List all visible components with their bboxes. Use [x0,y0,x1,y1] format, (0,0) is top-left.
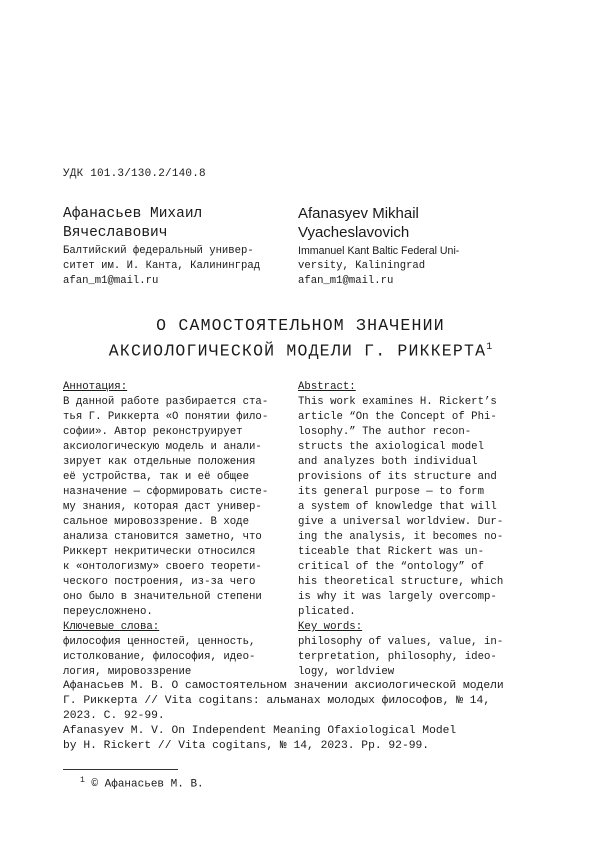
abstract-ru-text [63,395,288,620]
abstract-ru-line: му знания, которая даст универ- [63,501,262,513]
abstract-ru-line: тья Г. Риккерта «О понятии фило- [63,411,269,423]
author-name-en-line1: Afanasyev Mikhail [298,205,419,222]
footnote-divider [63,769,178,770]
affiliation-ru [63,244,288,289]
abstract-en-heading: Abstract: [298,381,356,393]
title-line1: О САМОСТОЯТЕЛЬНОМ ЗНАЧЕНИИ [156,316,445,335]
title-line2: АКСИОЛОГИЧЕСКОЙ МОДЕЛИ Г. РИККЕРТА [108,341,487,361]
abstract-en-line: is why it was largely overcomp- [298,591,497,603]
footnote-mark: 1 [80,776,85,785]
udk-code: УДК 101.3/130.2/140.8 [63,168,206,180]
abstract-ru-line: анализа становится заметно, что [63,531,262,543]
abstract-ru-line: софии». Автор реконструирует [63,426,243,438]
author-name-ru [63,205,288,243]
abstract-ru-line: к «онтологизму» своего теорети- [63,561,262,573]
abstract-en-line: ticeable that Rickert was un- [298,546,484,558]
abstract-ru-line: В данной работе разбирается ста- [63,396,269,408]
abstract-en-line: This work examines H. Rickert’s [298,396,497,408]
citation-ru-line3: 2023. С. 92-99. [63,710,165,722]
keywords-en-heading: Key words: [298,621,363,633]
abstract-ru-line: зирует как отдельные положения [63,456,256,468]
author-name-ru-line1: Афанасьев Михаил [63,206,203,222]
keywords-ru-heading: Ключевые слова: [63,621,160,633]
email-ru: afan_m1@mail.ru [63,275,159,287]
affiliation-ru-line1: Балтийский федеральный универ- [63,245,254,257]
abstract-en-line: plicated. [298,606,356,618]
abstract-ru-line: назначение — сформировать систе- [63,486,269,498]
abstract-en-line: critical of the “ontology” of [298,561,484,573]
abstract-ru-line: Риккерт некритически относился [63,546,256,558]
citation-en-line1: Afanasyev M. V. On Independent Meaning Ofaxiological Model [63,725,457,737]
abstract-en-line: a system of knowledge that will [298,501,497,513]
keywords-ru-line: логия, мировоззрение [63,666,192,678]
affiliation-ru-line2: ситет им. И. Канта, Калининград [63,260,261,272]
abstract-ru-line: сальное мировоззрение. В ходе [63,516,249,528]
abstract-en-line: its general purpose — to form [298,486,484,498]
keywords-ru-text [63,635,288,680]
citation-en-line2: by H. Rickert // Vita cogitans, № 14, 2023. Pp. 92-99. [63,740,430,752]
abstract-ru-column [63,380,288,680]
abstract-ru-heading: Аннотация: [63,381,128,393]
keywords-en-text [298,635,538,680]
abstract-en-text [298,395,538,620]
author-name-en [298,204,538,242]
keywords-en-line: philosophy of values, value, in- [298,636,504,648]
abstract-ru-line: переусложнено. [63,606,153,618]
affiliation-en-line1: Immanuel Kant Baltic Federal Uni- [298,245,460,257]
abstract-en-column [298,380,538,680]
abstract-ru-line: ческого построения, из-за чего [63,576,256,588]
keywords-ru-line: философия ценностей, ценность, [63,636,256,648]
footnote-text: © Афанасьев М. В. [91,778,204,791]
footnote [80,776,204,791]
author-name-en-line2: Vyacheslavovich [298,224,410,241]
citation-ru-line2: Г. Риккерта // Vita cogitans: альманах молодых философов, № 14, [63,695,491,707]
keywords-en-line: terpretation, philosophy, ideo- [298,651,497,663]
keywords-en-line: logy, worldview [298,666,395,678]
title-footnote-mark: 1 [486,342,493,353]
abstract-en-line: losophy.” The author recon- [298,426,472,438]
title-line2-wrap [63,337,538,363]
keywords-ru-line: истолкование, философия, идео- [63,651,256,663]
author-name-ru-line2: Вячеславович [63,225,168,241]
citation-ru-line1: Афанасьев М. В. О самостоятельном значении аксиологической модели [63,680,504,692]
citation-block [63,679,538,754]
abstract-en-line: his theoretical structure, which [298,576,504,588]
abstract-en-line: provisions of its structure and [298,471,497,483]
abstract-en-line: and analyzes both individual [298,456,478,468]
affiliation-en-line2: versity, Kaliningrad [298,260,426,272]
abstract-en-line: article “On the Concept of Phi- [298,411,497,423]
article-title [63,315,538,363]
abstract-en-line: ing the analysis, it becomes no- [298,531,504,543]
abstract-en-line: give a universal worldview. Dur- [298,516,504,528]
abstract-ru-line: аксиологическую модель и анали- [63,441,262,453]
abstract-en-line: structs the axiological model [298,441,484,453]
email-en: afan_m1@mail.ru [298,275,394,287]
abstract-ru-line: её устройства, так и её общее [63,471,249,483]
affiliation-en [298,244,538,289]
abstract-ru-line: оно было в значительной степени [63,591,262,603]
